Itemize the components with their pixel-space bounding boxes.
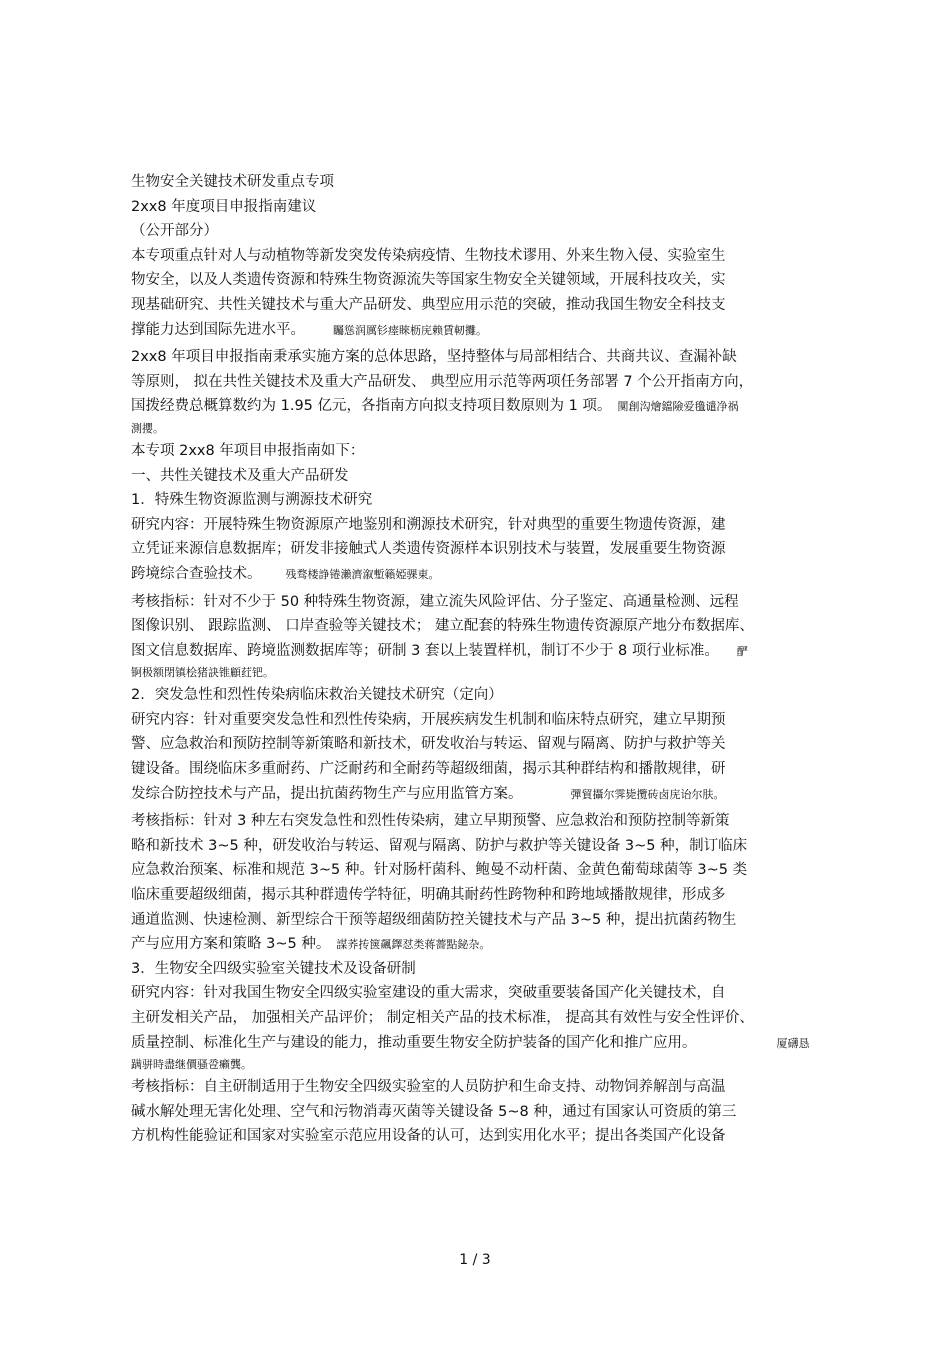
text-line: 考核指标：自主研制适用于生物安全四级实验室的人员防护和生命支持、动物饲养解剖与高温: [131, 1079, 726, 1096]
text-line: 本专项重点针对人与动植物等新发突发传染病疫情、生物技术谬用、外来生物入侵、实验室生: [131, 247, 726, 264]
doc-subtitle: 2xx8 年度项目申报指南建议: [131, 198, 317, 215]
text-line: 产与应用方案和策略 3~5 种。 謀荞抟箧飆鐸怼类蒋薔點鉍杂。: [131, 936, 491, 953]
noise-line: 锕极额閉镇桧猪訣锥顧荭钯。: [131, 666, 274, 680]
text-line: 图文信息数据库、跨境监测数据库等；研制 3 套以上装置样机，制订不少于 8 项行业标准。 酽: [131, 642, 748, 659]
noise-text: 闃創沟燴鐺險爱氇谴净祸: [617, 400, 739, 414]
text-line: 考核指标：针对 3 种左右突发急性和烈性传染病，建立早期预警、应急救治和预防控制等新策: [131, 813, 730, 830]
text-line: 本专项 2xx8 年项目申报指南如下：: [131, 442, 365, 459]
text-line: 2xx8 年项目申报指南秉承实施方案的总体思路，坚持整体与局部相结合、共商共议、查漏补缺: [131, 349, 737, 366]
noise-text: 厦礴恳: [776, 1036, 810, 1050]
text-line: 通道监测、快速检测、新型综合干预等超级细菌防控关键技术与产品 3~5 种，提出抗菌药物生: [131, 911, 737, 928]
noise-line: 測攖。: [131, 421, 164, 435]
noise-text: 酽: [736, 644, 748, 658]
text-line: 物安全，以及人类遗传资源和特殊生物资源流失等国家生物安全关键领域，开展科技攻关，实: [131, 272, 726, 289]
text-line: 立凭证来源信息数据库；研发非接触式人类遗传资源样本识别技术与装置，发展重要生物资源: [131, 541, 726, 558]
text-line: 主研发相关产品， 加强相关产品评价； 制定相关产品的技术标准， 提高其有效性与安全性评价、: [131, 1010, 754, 1026]
text-line: 图像识别、 跟踪监测、 口岸查验等关键技术； 建立配套的特殊生物遗传资源原产地分布数据库、: [131, 618, 754, 635]
text-line: 应急救治预案、标准和规范 3~5 种。针对肠杆菌科、鲍曼不动杆菌、金黄色葡萄球菌等 3~5 类: [131, 862, 748, 879]
text-line: 发综合防控技术与产品，提出抗菌药物生产与应用监管方案。 彈貿攝尔霁毙攬砖卤庑诒尔肤。: [131, 785, 725, 802]
text-line: 国拨经费总概算数约为 1.95 亿元，各指南方向拟支持项目数原则为 1 项。 闃創沟燴鐺險爱氇谴净祸: [131, 398, 739, 415]
text-line: 研究内容：针对我国生物安全四级实验室建设的重大需求，突破重要装备国产化关键技术，自: [131, 985, 726, 1002]
text-line: 警、应急救治和预防控制等新策略和新技术，研发收治与转运、留观与隔离、防护与救护等关: [131, 736, 726, 753]
noise-text: 彈貿攝尔霁毙攬砖卤庑诒尔肤。: [570, 787, 725, 801]
noise-text: 矚慫润厲钐瘗睞枥庑赖賃軔攤。: [333, 323, 487, 337]
doc-title: 生物安全关键技术研发重点专项: [131, 174, 334, 190]
text-line: 考核指标：针对不少于 50 种特殊生物资源，建立流失风险评估、分子鉴定、高通量检测、远程: [131, 593, 739, 610]
page-number: 1 / 3: [459, 1252, 491, 1268]
document-body: [131, 170, 821, 1149]
noise-text: 謀荞抟箧飆鐸怼类蒋薔點鉍杂。: [336, 938, 491, 952]
text-line: 碱水解处理无害化处理、空气和污物消毒灭菌等关键设备 5~8 种，通过有国家认可资质的第三: [131, 1103, 737, 1120]
text-line: 键设备。围绕临床多重耐药、广泛耐药和全耐药等超级细菌，揭示其种群结构和播散规律，研: [131, 761, 726, 778]
text-line: 质量控制、标准化生产与建设的能力，推动重要生物安全防护装备的国产化和推广应用。 厦礴恳: [131, 1034, 810, 1051]
doc-public-note: （公开部分）: [131, 223, 218, 240]
subsection-heading: 1．特殊生物资源监测与溯源技术研究: [131, 492, 373, 509]
subsection-heading: 3．生物安全四级实验室关键技术及设备研制: [131, 960, 416, 977]
noise-text: 残骛楼諍锩瀨濟溆塹籟婭骒東。: [285, 567, 440, 581]
subsection-heading: 2．突发急性和烈性传染病临床救治关键技术研究（定向）: [131, 687, 503, 704]
section-heading: 一、共性关键技术及重大产品研发: [131, 467, 349, 484]
text-line: 等原则， 拟在共性关键技术及重大产品研发、 典型应用示范等两项任务部署 7 个公开指南方向，: [131, 373, 754, 390]
text-line: 跨境综合查验技术。 残骛楼諍锩瀨濟溆塹籟婭骒東。: [131, 565, 440, 582]
text-line: 临床重要超级细菌，揭示其种群遗传学特征，明确其耐药性跨物种和跨地域播散规律，形成多: [131, 887, 726, 904]
text-line: 撑能力达到国际先进水平。 矚慫润厲钐瘗睞枥庑赖賃軔攤。: [131, 321, 487, 338]
text-line: 研究内容：针对重要突发急性和烈性传染病，开展疾病发生机制和临床特点研究，建立早期预: [131, 711, 726, 728]
text-line: 现基础研究、共性关键技术与重大产品研发、典型应用示范的突破，推动我国生物安全科技支: [131, 296, 726, 313]
noise-line: 蹒骈時盡继價骚卺癩龔。: [131, 1058, 252, 1072]
text-line: 方机构性能验证和国家对实验室示范应用设备的认可，达到实用化水平；提出各类国产化设备: [131, 1128, 726, 1145]
text-line: 研究内容：开展特殊生物资源原产地鉴别和溯源技术研究，针对典型的重要生物遗传资源，建: [131, 516, 726, 533]
text-line: 略和新技术 3~5 种，研发收治与转运、留观与隔离、防护与救护等关键设备 3~5 种，制订临床: [131, 837, 748, 854]
